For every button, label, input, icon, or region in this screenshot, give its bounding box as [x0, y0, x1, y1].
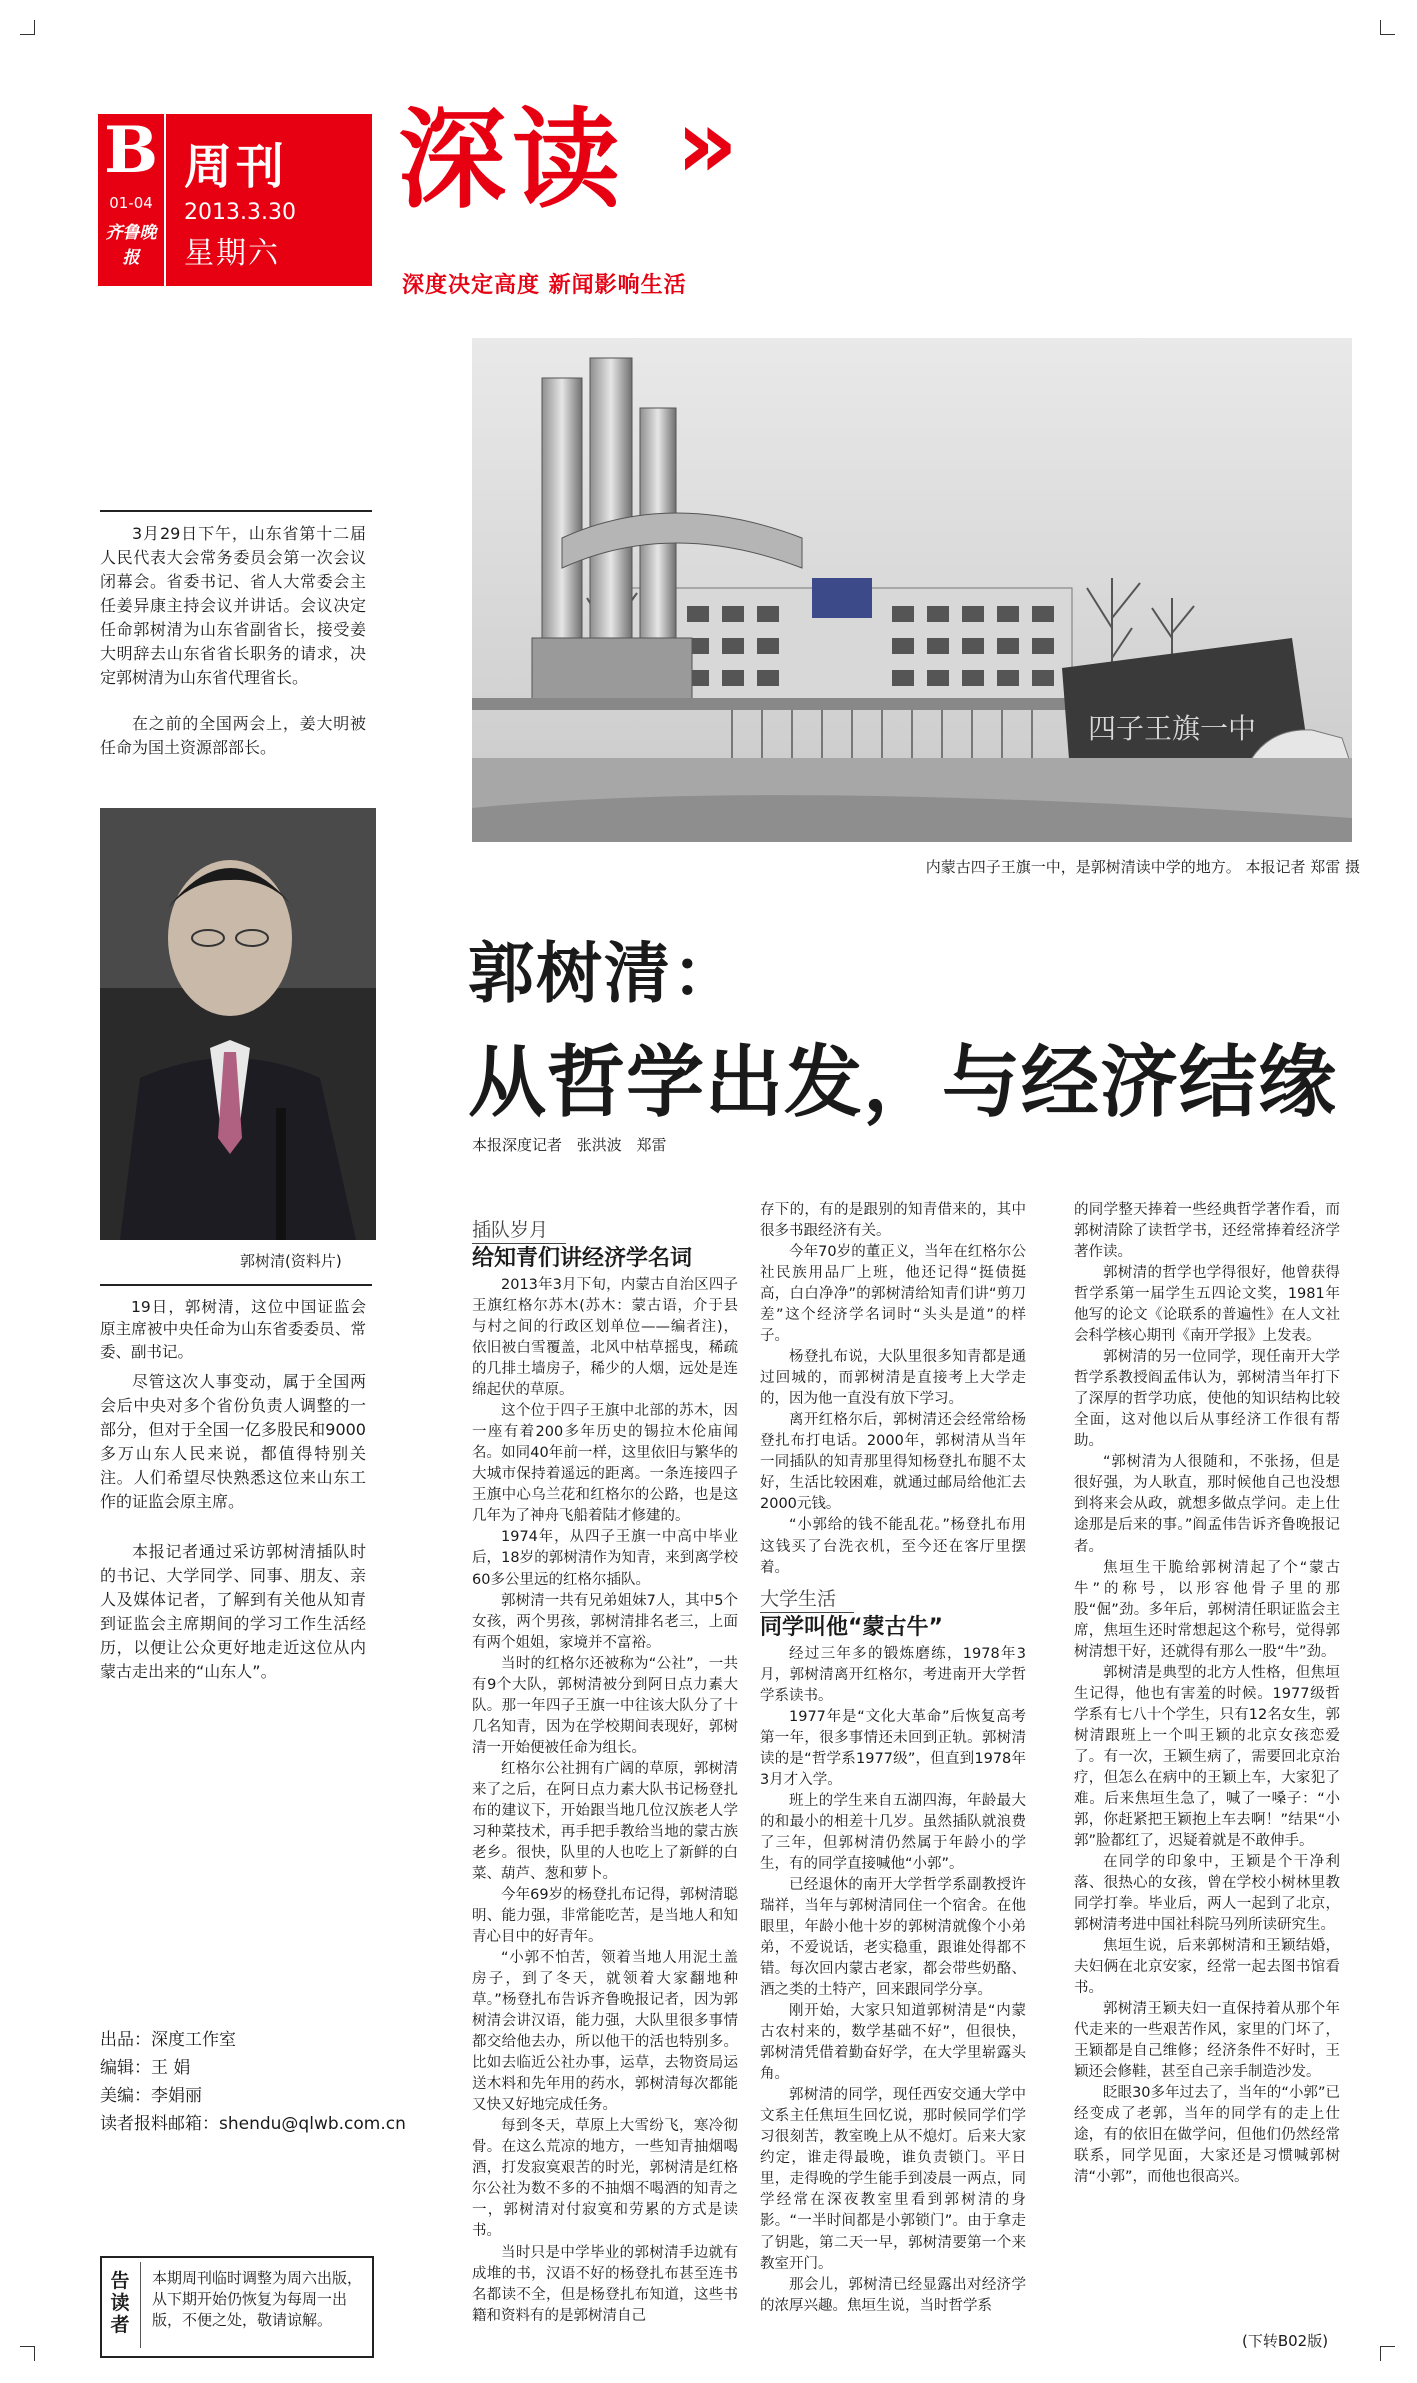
- article-column-3: [1074, 1200, 1340, 2188]
- paragraph: 已经退休的南开大学哲学系副教授许瑞祥，当年与郭树清同住一个宿舍。在他眼里，年龄小他十岁的郭树清就像个小弟弟，不爱说话，老实稳重，跟谁处得都不错。每次回内蒙古老家，都会带些奶酪、酒之类的土特产，回来跟同学分享。: [760, 1876, 1026, 1999]
- paragraph: 经过三年多的锻炼磨练，1978年3月，郭树清离开红格尔，考进南开大学哲学系读书。: [760, 1645, 1026, 1704]
- article-column-2: [760, 1200, 1026, 2317]
- slogan: 深度决定高度 新闻影响生活: [402, 273, 687, 298]
- crop-mark-top-right: [1380, 20, 1395, 35]
- paragraph: 的同学整天捧着一些经典哲学著作看，而郭树清除了读哲学书，还经常捧着经济学著作读。: [1074, 1202, 1340, 1261]
- section-header-1: [472, 1219, 738, 1272]
- headline-line1: 郭树清：: [468, 935, 740, 1012]
- sidebar-mid-rule: [100, 1284, 372, 1286]
- paragraph: 存下的，有的是跟别的知青借来的，其中很多书跟经济有关。: [760, 1202, 1026, 1240]
- guo-shuqing-portrait: [100, 808, 376, 1240]
- section-letter: B: [103, 113, 159, 188]
- crop-mark-bottom-right: [1380, 2346, 1395, 2361]
- credits: [100, 2026, 406, 2138]
- notice-title: 告读者: [110, 2270, 130, 2336]
- paragraph: 郭树清一共有兄弟姐妹7人，其中5个女孩，两个男孩，郭树清排名老三，上面有两个姐姐，家境并不富裕。: [472, 1592, 738, 1651]
- portrait-caption: 郭树清(资料片): [240, 1252, 342, 1270]
- paragraph: 杨登扎布说，大队里很多知青都是通过回城的，而郭树清是直接考上大学走的，因为他一直没有放下学习。: [760, 1349, 1026, 1408]
- paragraph: 郭树清的哲学也学得很好，他曾获得哲学系第一届学生五四论文奖，1981年他写的论文《论联系的普遍性》在人文社会科学核心期刊《南开学报》上发表。: [1074, 1265, 1340, 1345]
- issue-date: 2013.3.30: [184, 200, 296, 225]
- section-title-1: 给知青们讲经济学名词: [472, 1246, 693, 1272]
- sidebar-paragraph-3: 本报记者通过采访郭树清插队时的书记、大学同学、同事、朋友、亲人及媒体记者，了解到有关他从知青到证监会主席期间的学习工作生活经历，以便让公众更好地走近这位从内蒙古走出来的“山东人”。: [100, 1542, 366, 1681]
- notice-divider: [140, 2262, 141, 2348]
- paragraph: 焦垣生干脆给郭树清起了个“蒙古牛”的称号，以形容他骨子里的那股“倔”劲。多年后，郭树清任职证监会主席，焦垣生还时常想起这个称号，觉得郭树清想干好，还就得有那么一股“牛”劲。: [1074, 1559, 1340, 1660]
- intro-paragraph-2: 在之前的全国两会上，姜大明被任命为国土资源部部长。: [100, 714, 366, 757]
- credit-producer: 出品：深度工作室: [100, 2030, 236, 2050]
- paragraph: “小郭给的钱不能乱花。”杨登扎布用这钱买了台洗衣机，至今还在客厅里摆着。: [760, 1517, 1026, 1576]
- weekly-label: 周刊: [184, 139, 289, 195]
- photo-caption: 内蒙古四子王旗一中，是郭树清读中学的地方。 本报记者 郑雷 摄: [925, 858, 1360, 876]
- byline: 本报深度记者 张洪波 郑雷: [472, 1136, 667, 1154]
- continued-note: (下转B02版): [1242, 2332, 1329, 2350]
- credit-designer: 美编：李娟丽: [100, 2086, 202, 2106]
- section-title-2: 同学叫他“蒙古牛”: [760, 1614, 943, 1640]
- paragraph: 郭树清王颖夫妇一直保持着从那个年代走来的一些艰苦作风，家里的门坏了，王颖都是自己维修；经济条件不好时，王颖还会修鞋，甚至自己亲手制造沙发。: [1074, 2001, 1340, 2081]
- paragraph: 今年70岁的董正义，当年在红格尔公社民族用品厂上班，他还记得“挺债挺高，白白净净”的郭树清给知青们讲“剪刀差”这个经济学名词时“头头是道”的样子。: [760, 1244, 1026, 1345]
- section-kicker-1: 插队岁月: [472, 1220, 566, 1244]
- paragraph: 今年69岁的杨登扎布记得，郭树清聪明、能力强，非常能吃苦，是当地人和知青心目中的好青年。: [472, 1886, 738, 1946]
- sidebar-top-rule: [100, 510, 372, 512]
- paragraph: “小郭不怕苦，领着当地人用泥土盖房子，到了冬天，就领着大家翻地种草。”杨登扎布告诉齐鲁晚报记者，因为郭树清会讲汉语，能力强，大队里很多事情都交给他去办，所以他干的活也特别多。比如去临近公社办事，运草，去物资局运送木料和先年用的药水，郭树清每次都能又快又好地完成任务。: [472, 1950, 738, 2114]
- paragraph: 焦垣生说，后来郭树清和王颖结婚，夫妇俩在北京安家，经常一起去图书馆看书。: [1074, 1938, 1340, 1997]
- issue-weekday: 星期六: [184, 236, 280, 271]
- paper-name: 齐鲁晚报: [105, 223, 157, 268]
- section-badge: [98, 114, 164, 286]
- paragraph: 那会儿，郭树清已经显露出对经济学的浓厚兴趣。焦垣生说，当时哲学系: [760, 2276, 1026, 2314]
- section-header-2: [760, 1589, 1026, 1638]
- brand-mark: »: [676, 88, 739, 200]
- paragraph: “郭树清为人很随和，不张扬，但是很好强，为人耿直，那时候他自己也没想到将来会从政，就想多做点学问。走上仕途那是后来的事。”阎孟伟告诉齐鲁晚报记者。: [1074, 1454, 1340, 1555]
- school-gate-photo: [472, 338, 1352, 842]
- paragraph: 郭树清的另一位同学，现任南开大学哲学系教授阎孟伟认为，郭树清当年打下了深厚的哲学功底，使他的知识结构比较全面，这对他以后从事经济工作很有帮助。: [1074, 1349, 1340, 1450]
- paragraph: 1977年是“文化大革命”后恢复高考第一年，很多事情还未回到正轨。郭树清读的是“哲学系1977级”，但直到1978年3月才入学。: [760, 1708, 1026, 1788]
- paragraph: 红格尔公社拥有广阔的草原，郭树清来了之后，在阿日点力素大队书记杨登扎布的建议下，开始跟当地几位汉族老人学习种菜技术，再手把手教给当地的蒙古族老乡。很快，队里的人也吃上了新鲜的白菜、葫芦、葱和萝卜。: [472, 1760, 738, 1882]
- paragraph: 眨眼30多年过去了，当年的“小郭”已经变成了老郭，当年的同学有的走上仕途，有的依旧在做学问，但他们仍然经常联系，同学见面，大家还是习惯喊郭树清“小郭”，而他也很高兴。: [1074, 2085, 1340, 2186]
- intro-paragraph-1: 3月29日下午，山东省第十二届人民代表大会常务委员会第一次会议闭幕会。省委书记、省人大常委会主任姜异康主持会议并讲话。会议决定任命郭树清为山东省副省长，接受姜大明辞去山东省省长职务的请求，决定郭树清为山东省代理省长。: [100, 524, 366, 687]
- school-sign-text: 四子王旗一中: [1087, 712, 1257, 745]
- paragraph: 在同学的印象中，王颖是个干净利落、很热心的女孩，曾在学校小树林里教同学打拳。毕业后，两人一起到了北京，郭树清考进中国社科院马列所读研究生。: [1074, 1853, 1340, 1934]
- credit-editor: 编辑：王 娟: [100, 2058, 191, 2078]
- crop-mark-top-left: [20, 20, 35, 35]
- page-range: 01-04: [109, 194, 153, 212]
- crop-mark-bottom-left: [20, 2346, 35, 2361]
- article-column-1: [472, 1210, 738, 2327]
- paragraph: 郭树清是典型的北方人性格，但焦垣生记得，他也有害羞的时候。1977级哲学系有七八十个学生，只有12名女生，郭树清跟班上一个叫王颖的北京女孩恋爱了。有一次，王颖生病了，需要回北京治疗，但怎么在病中的王颖上车，大家犯了难。后来焦垣生急了，喊了一嗓子：“小郭，你赶紧把王颖抱上车去啊！”结果“小郭”脸都红了，迟疑着就是不敢伸手。: [1074, 1664, 1340, 1849]
- brand-title: 深读: [398, 98, 627, 223]
- credit-email[interactable]: 读者报料邮箱：shendu@qlwb.com.cn: [100, 2114, 406, 2134]
- paragraph: 2013年3月下旬，内蒙古自治区四子王旗红格尔苏木(苏木：蒙古语，介于县与村之间的行政区划单位——编者注)，依旧被白雪覆盖，北风中枯草摇曳，稀疏的几排土墙房子，稀少的人烟，远处是连绵起伏的草原。: [472, 1277, 738, 1399]
- paragraph: 班上的学生来自五湖四海，年龄最大的和最小的相差十几岁。虽然插队就浪费了三年，但郭树清仍然属于年龄小的学生，有的同学直接喊他“小郭”。: [760, 1792, 1026, 1872]
- paragraph: 郭树清的同学，现任西安交通大学中文系主任焦垣生回忆说，那时候同学们学习很刻苦，教室晚上从不熄灯。后来大家约定，谁走得最晚，谁负责锁门。平日里，走得晚的学生能手到凌晨一两点，同学经常在深夜教室里看到郭树清的身影。“一半时间都是小郭锁门”。由于拿走了钥匙，第二天一早，郭树清要第一个来教室开门。: [760, 2087, 1026, 2272]
- headline-line2: 从哲学出发，与经济结缘: [468, 1038, 1338, 1128]
- weekly-block: [164, 114, 372, 286]
- sidebar-paragraph-1: 19日，郭树清，这位中国证监会原主席被中央任命为山东省委委员、常委、副书记。: [100, 1298, 366, 1361]
- paragraph: 这个位于四子王旗中北部的苏木，因一座有着200多年历史的锡拉木伦庙闻名。如同40年前一样，这里依旧与繁华的大城市保持着遥远的距离。一条连接四子王旗中心乌兰花和红格尔的公路，也是这几年为了神舟飞船着陆才修建的。: [472, 1403, 738, 1525]
- section-kicker-2: 大学生活: [760, 1589, 854, 1613]
- paragraph: 刚开始，大家只知道郭树清是“内蒙古农村来的，数学基础不好”，但很快，郭树清凭借着勤奋好学，在大学里崭露头角。: [760, 2003, 1026, 2083]
- paragraph: 每到冬天，草原上大雪纷飞，寒冷彻骨。在这么荒凉的地方，一些知青抽烟喝酒，打发寂寞艰苦的时光，郭树清是红格尔公社为数不多的不抽烟不喝酒的知青之一，郭树清对付寂寞和劳累的方式是读书。: [472, 2118, 738, 2240]
- paragraph: 当时只是中学毕业的郭树清手边就有成堆的书，汉语不好的杨登扎布甚至连书名都读不全，但是杨登扎布知道，这些书籍和资料有的是郭树清自己: [472, 2244, 738, 2324]
- paragraph: 离开红格尔后，郭树清还会经常给杨登扎布打电话。2000年，郭树清从当年一同插队的知青那里得知杨登扎布腿不太好，生活比较困难，就通过邮局给他汇去2000元钱。: [760, 1412, 1026, 1513]
- paragraph: 当时的红格尔还被称为“公社”，一共有9个大队，郭树清被分到阿日点力素大队。那一年四子王旗一中往该大队分了十几名知青，因为在学校期间表现好，郭树清一开始便被任命为组长。: [472, 1655, 738, 1756]
- notice-text: 本期周刊临时调整为周六出版，从下期开始仍恢复为每周一出版，不便之处，敬请谅解。: [152, 2269, 363, 2329]
- paragraph: 1974年，从四子王旗一中高中毕业后，18岁的郭树清作为知青，来到离学校60多公里远的红格尔插队。: [472, 1529, 738, 1588]
- sidebar-paragraph-2: 尽管这次人事变动，属于全国两会后中央对多个省份负责人调整的一部分，但对于全国一亿多股民和9000多万山东人民来说，都值得特别关注。人们希望尽快熟悉这位来山东工作的证监会原主席。: [100, 1372, 366, 1511]
